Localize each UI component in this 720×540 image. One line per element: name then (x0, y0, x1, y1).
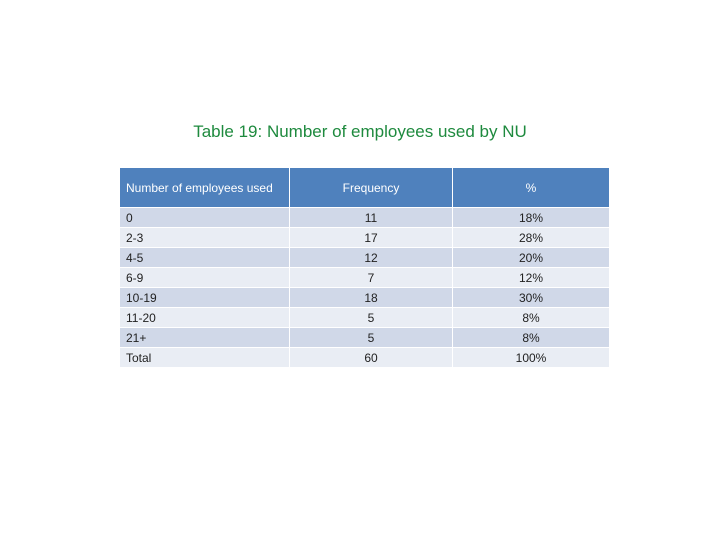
table-row (120, 328, 609, 348)
row-frequency: 5 (290, 328, 453, 348)
row-frequency: 18 (290, 288, 453, 308)
table-row (120, 308, 609, 328)
row-percent: 8% (453, 308, 610, 328)
table-header-row (120, 168, 609, 208)
row-label: 21+ (120, 328, 290, 348)
header-employees: Number of employees used (120, 168, 290, 208)
row-label: 2-3 (120, 228, 290, 248)
row-frequency: 7 (290, 268, 453, 288)
table-row (120, 288, 609, 308)
row-label: 6-9 (120, 268, 290, 288)
table-row-total (120, 348, 609, 368)
table-row (120, 208, 609, 228)
table-row (120, 228, 609, 248)
row-frequency: 11 (290, 208, 453, 228)
row-label: Total (120, 348, 290, 368)
employees-table (120, 168, 609, 367)
row-label: 10-19 (120, 288, 290, 308)
row-percent: 20% (453, 248, 610, 268)
row-percent: 8% (453, 328, 610, 348)
row-frequency: 12 (290, 248, 453, 268)
table-row (120, 268, 609, 288)
header-frequency: Frequency (290, 168, 453, 208)
row-frequency: 17 (290, 228, 453, 248)
row-label: 0 (120, 208, 290, 228)
header-percent: % (453, 168, 610, 208)
table-title: Table 19: Number of employees used by NU (193, 122, 527, 141)
row-percent: 30% (453, 288, 610, 308)
row-frequency: 5 (290, 308, 453, 328)
row-frequency: 60 (290, 348, 453, 368)
row-label: 11-20 (120, 308, 290, 328)
table-row (120, 248, 609, 268)
row-percent: 18% (453, 208, 610, 228)
row-percent: 28% (453, 228, 610, 248)
row-label: 4-5 (120, 248, 290, 268)
row-percent: 100% (453, 348, 610, 368)
row-percent: 12% (453, 268, 610, 288)
